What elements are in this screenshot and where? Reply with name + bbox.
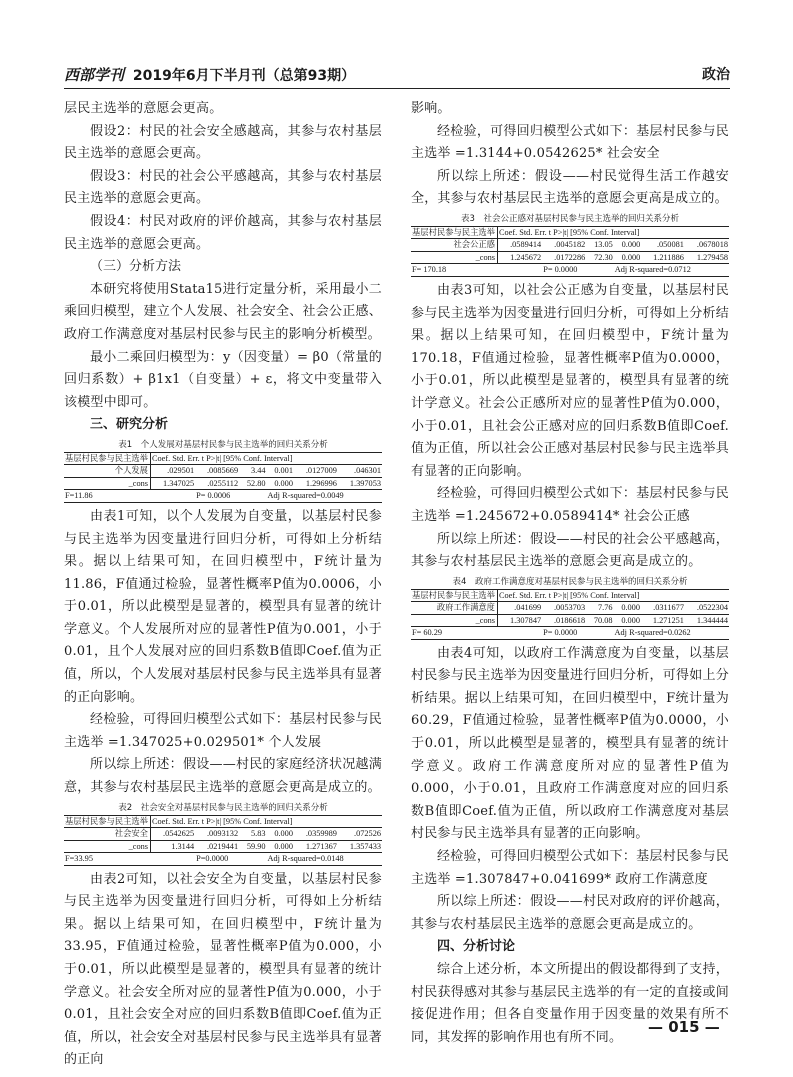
table-row: _cons 1.245672 .0172286 72.30 0.000 1.211886 1.279458: [411, 251, 729, 264]
paragraph: 经检验，可得回归模型公式如下：基层村民参与民主选举 =1.245672+0.0589414* 社会公正感: [411, 486, 729, 524]
table-row: _cons 1.307847 .0186618 70.08 0.000 1.271251 1.344444: [411, 614, 729, 627]
header-cell: Coef. Std. Err. t P>|t| [95% Conf. Interval]: [150, 452, 382, 465]
table-row: 个人发展 .029501 .0085669 3.44 0.001 .0127009 .046301: [64, 465, 382, 478]
header-cell: 基层村民参与民主选举: [64, 452, 150, 465]
table-caption: 表1 个人发展对基层村民参与民主选举的回归关系分析: [118, 439, 328, 450]
paragraph: 由表1可知，以个人发展为自变量，以基层村民参与民主选举为因变量进行回归分析，可得如上分析结果。据以上结果可知，在回归模型中，F统计量为11.86，F值通过检验，显著性概率P值为0.0006，小于0.01，所以此模型是显著的，模型具有显著的统计学意义。个人发展所对应的显著性P值为0.001，小于0.01，且个人发展对应的回归系数B值即Coef.值为正值，所以，个人发展对基层村民参与民主选举具有显著的正向影响。: [64, 508, 382, 705]
table-footer-row: F= 170.18 P= 0.0000 Adj R-squared=0.0712: [411, 264, 729, 277]
table-header-row: 基层村民参与民主选举 Coef. Std. Err. t P>|t| [95% Conf. Interval]: [411, 226, 729, 239]
table-row: 社会公正感 .0589414 .0045182 13.05 0.000 .050081 .0678018: [411, 239, 729, 252]
paragraph: 经检验，可得回归模型公式如下：基层村民参与民主选举 =1.347025+0.029501* 个人发展: [64, 712, 382, 750]
paragraph: 层民主选举的意愿会更高。: [64, 101, 223, 116]
table-header-row: [64, 452, 382, 465]
regression-table-4: [411, 589, 729, 640]
regression-table-3: [411, 226, 729, 277]
journal-logo: 西部学刊: [64, 66, 125, 84]
left-column: [64, 98, 382, 1072]
table-footer-row: F=11.86 P= 0.0006 Adj R-squared=0.0049: [64, 490, 382, 503]
paragraph: 由表2可知，以社会安全为自变量，以基层村民参与民主选举为因变量进行回归分析，可得如上分析结果。据以上结果可知，在回归模型中，F统计量为33.95，F值通过检验，显著性概率P值为0.000，小于0.01，所以此模型是显著的，模型具有显著的统计学意义。社会安全所对应的显著性P值为0.000，小于0.01，且社会安全对应的回归系数B值即Coef.值为正值，所以，社会安全对基层村民参与民主选举具有显著的正向: [64, 871, 382, 1068]
table-footer-row: F=33.95 P=0.0000 Adj R-squared=0.0148: [64, 853, 382, 866]
journal-issue: 2019年6月下半月刊（总第93期）: [132, 68, 356, 84]
paragraph: 所以综上所述：假设——村民对政府的评价越高，其参与农村基层民主选举的意愿会更高是成立的。: [411, 894, 729, 932]
table-row: 政府工作满意度 .041699 .0053703 7.76 0.000 .0311677 .0522304: [411, 602, 729, 615]
table-row: _cons 1.347025 .0255112 52.80 0.000 1.296996 1.397053: [64, 477, 382, 490]
table-header-row: 基层村民参与民主选举 Coef. Std. Err. t P>|t| [95% Conf. Interval]: [64, 815, 382, 828]
paragraph: 经检验，可得回归模型公式如下：基层村民参与民主选举 =1.3144+0.0542625* 社会安全: [411, 123, 729, 162]
table-header-row: 基层村民参与民主选举 Coef. Std. Err. t P>|t| [95% Conf. Interval]: [411, 589, 729, 602]
paragraph: 经检验，可得回归模型公式如下：基层村民参与民主选举 =1.307847+0.041699* 政府工作满意度: [411, 849, 729, 887]
paragraph: 由表4可知，以政府工作满意度为自变量，以基层村民参与民主选举为因变量进行回归分析，可得如上分析结果。据以上结果可知，在回归模型中，F统计量为60.29，F值通过检验，显著性概率P值为0.0000，小于0.01，所以此模型是显著的，模型具有显著的统计学意义。政府工作满意度所对应的显著性P值为0.000，小于0.01，且政府工作满意度对应的回归系数B值即Coef.值为正值，所以政府工作满意度对基层村民参与民主选举具有显著的正向影响。: [411, 645, 729, 842]
paragraph: 所以综上所述：假设——村民的社会公平感越高，其参与农村基层民主选举的意愿会更高是成立的。: [411, 531, 729, 570]
journal-title: [64, 64, 355, 85]
paragraph: 所以综上所述：假设——村民觉得生活工作越安全，其参与农村基层民主选举的意愿会更高是成立的。: [411, 168, 729, 207]
page-header: [64, 58, 730, 89]
table-caption: 表4 政府工作满意度对基层村民参与民主选举的回归关系分析: [452, 576, 688, 587]
right-column: [411, 98, 729, 1049]
table-footer-row: F= 60.29 P= 0.0000 Adj R-squared=0.0262: [411, 627, 729, 640]
heading-method: （三）分析方法: [90, 259, 182, 275]
hypothesis-4: 假设4：村民对政府的评价越高，其参与农村基层民主选举的意愿会更高。: [64, 213, 382, 252]
table-row: 社会安全 .0542625 .0093132 5.83 0.000 .0359989 .072526: [64, 828, 382, 841]
table-caption: 表2 社会安全对基层村民参与民主选举的回归关系分析: [118, 802, 328, 813]
paragraph: 影响。: [411, 101, 451, 116]
heading-discussion: 四、分析讨论: [437, 939, 516, 955]
section-label: 政治: [702, 67, 730, 83]
regression-table-1: [64, 452, 382, 503]
paragraph: 所以综上所述：假设——村民的家庭经济状况越满意，其参与农村基层民主选举的意愿会更高是成立的。: [64, 757, 382, 796]
paragraph: 综合上述分析，本文所提出的假设都得到了支持，村民获得感对其参与基层民主选举的有一定的直接或间接促进作用；但各自变量作用于因变量的效果有所不同，其发挥的影响作用也有所不同。: [411, 962, 729, 1045]
heading-results: 三、研究分析: [90, 417, 169, 433]
table-caption: 表3 社会公正感对基层村民参与民主选举的回归关系分析: [461, 213, 679, 224]
hypothesis-2: 假设2：村民的社会安全感越高，其参与农村基层民主选举的意愿会更高。: [64, 123, 382, 162]
paragraph: 由表3可知，以社会公正感为自变量，以基层村民参与民主选举为因变量进行回归分析，可得如上分析结果。据以上结果可知，在回归模型中，F统计量为170.18，F值通过检验，显著性概率P值为0.0000，小于0.01，所以此模型是显著的，模型具有显著的统计学意义。社会公正感所对应的显著性P值为0.000，小于0.01，且社会公正感对应的回归系数B值即Coef.值为正值，所以社会公正感对基层村民参与民主选举具有显著的正向影响。: [411, 282, 729, 479]
table-row: _cons 1.3144 .0219441 59.90 0.000 1.271367 1.357433: [64, 840, 382, 853]
paragraph: 本研究将使用Stata15进行定量分析，采用最小二乘回归模型，建立个人发展、社会安全、社会公正感、政府工作满意度对基层村民参与民主的影响分析模型。: [64, 281, 382, 342]
paragraph: 最小二乘回归模型为：y（因变量）= β0（常量的回归系数）+ β1x1（自变量）+ ε，将文中变量带入该模型中即可。: [64, 349, 382, 410]
page-number: — 015 —: [648, 1018, 720, 1036]
hypothesis-3: 假设3：村民的社会公平感越高，其参与农村基层民主选举的意愿会更高。: [64, 168, 382, 207]
regression-table-2: [64, 815, 382, 866]
